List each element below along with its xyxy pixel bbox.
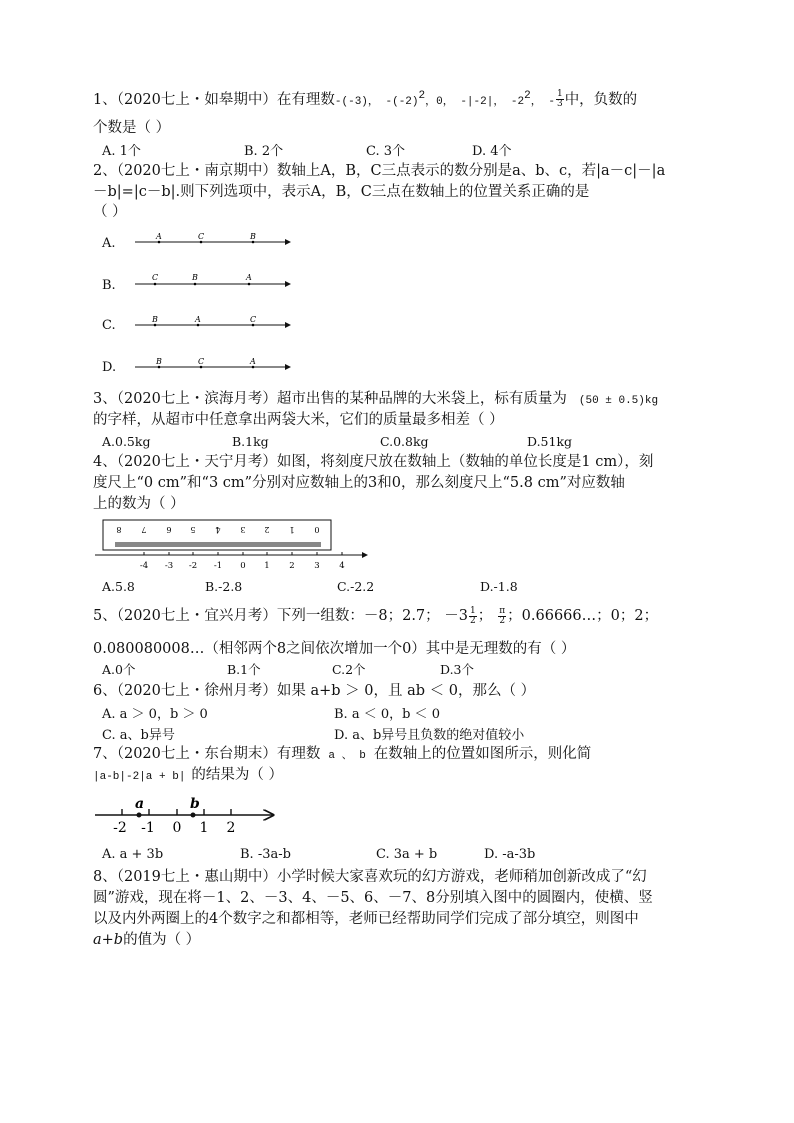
q4-axis-label: 4 bbox=[339, 561, 345, 571]
q4-line2: 度尺上“0 cm”和“3 cm”分别对应数轴上的3和0，那么刻度尺上“5.8 cm”对应数轴 bbox=[93, 475, 625, 491]
q4-line1: 4、（2020七上・天宁月考）如图，将刻度尺放在数轴上（数轴的单位长度是1 cm），刻 bbox=[93, 454, 654, 470]
q2-number-lines bbox=[125, 228, 295, 373]
q7-axis-label: 0 bbox=[172, 820, 182, 836]
q4-axis-label: -1 bbox=[213, 561, 223, 571]
q1-line1 bbox=[93, 86, 637, 112]
q7-number-line bbox=[95, 795, 280, 837]
q5-opt-a: A.0个 bbox=[102, 662, 136, 677]
q3-opt-c: C.0.8kg bbox=[380, 434, 429, 449]
q7-label-b: b bbox=[190, 796, 200, 812]
q7-line2-tail: 的结果为（ ） bbox=[191, 767, 284, 783]
q2-c-p2: A bbox=[195, 315, 201, 324]
q6-opt-c: C. a、b异号 bbox=[102, 728, 175, 743]
q2-b-p2: B bbox=[192, 273, 198, 282]
q7-axis-label: 1 bbox=[199, 820, 209, 836]
q3-mass: (50 ± 0.5)kg bbox=[578, 395, 659, 407]
q2-line-b bbox=[135, 273, 290, 285]
q1-prefix: 1、（2020七上・如皋期中）在有理数 bbox=[93, 91, 335, 108]
q1-opt-b: B. 2个 bbox=[244, 144, 284, 159]
q2-line-a bbox=[135, 232, 290, 243]
q2-d-p3: A bbox=[250, 357, 256, 366]
q7-line2 bbox=[93, 765, 283, 787]
q2-line-c bbox=[135, 315, 290, 326]
q1-opt-a: A. 1个 bbox=[102, 144, 141, 159]
q4-ruler-label: 0 bbox=[314, 525, 320, 534]
q7-expression: |a-b|-2|a + b| bbox=[93, 771, 186, 783]
q1-sup-b: 2 bbox=[524, 90, 531, 102]
q2-opt-d-label: D. bbox=[102, 360, 117, 375]
q2-d-p2: C bbox=[198, 357, 205, 366]
q2-opt-b-label: B. bbox=[102, 278, 116, 293]
q5-pi-fraction bbox=[498, 607, 506, 626]
q4-ruler-label: 3 bbox=[240, 525, 246, 534]
q2-c-p3: C bbox=[250, 315, 257, 324]
q7-vars: a 、 b bbox=[328, 750, 366, 762]
q3-line2: 的字样，从超市中任意拿出两袋大米，它们的质量最多相差（ ） bbox=[93, 412, 504, 428]
q1-frac-num: 1 bbox=[556, 89, 563, 100]
q1-opt-d: D. 4个 bbox=[472, 144, 512, 159]
q1-nums3: ， - bbox=[530, 95, 555, 108]
q8-line3: 以及内外两圈上的4个数字之和都相等，老师已经帮助同学们完成了部分填空，则图中 bbox=[93, 911, 639, 927]
q6-line1: 6、（2020七上・徐州月考）如果 a+b ＞ 0，且 ab ＜ 0，那么（ ） bbox=[93, 683, 536, 699]
q7-point-b bbox=[191, 813, 196, 818]
q2-b-p3: A bbox=[246, 273, 252, 282]
q2-b-p1: C bbox=[152, 273, 159, 282]
q5-mixed-den: 2 bbox=[470, 615, 476, 626]
q5-line1-text: 5、（2020七上・宜兴月考）下列一组数：－8；2.7； －3 bbox=[93, 608, 468, 624]
q2-a-p1: A bbox=[156, 232, 162, 241]
q1-opt-c: C. 3个 bbox=[366, 144, 406, 159]
q4-axis-label: -4 bbox=[139, 561, 149, 571]
q8-line4 bbox=[93, 930, 200, 950]
q7-point-a bbox=[137, 813, 142, 818]
q4-opt-a: A.5.8 bbox=[102, 579, 135, 594]
q4-axis-label: -3 bbox=[164, 561, 174, 571]
q4-axis-label: 1 bbox=[264, 561, 270, 571]
q5-mixed-num: 1 bbox=[470, 605, 476, 616]
q7-axis-label: -1 bbox=[141, 820, 155, 836]
q5-opt-c: C.2个 bbox=[332, 662, 366, 677]
q3-line1-text: 3、（2020七上・滨海月考）超市出售的某种品牌的大米袋上，标有质量为 bbox=[93, 391, 567, 407]
q3-line1 bbox=[93, 389, 658, 411]
q4-opt-b: B.-2.8 bbox=[205, 579, 243, 594]
q2-opt-c-label: C. bbox=[102, 318, 116, 333]
q1-nums: -(-3)， -(-2) bbox=[334, 95, 419, 108]
q4-ruler-label: 7 bbox=[141, 525, 147, 534]
q6-opt-d: D. a、b异号且负数的绝对值较小 bbox=[334, 728, 525, 743]
q4-line3: 上的数为（ ） bbox=[93, 496, 185, 512]
q2-opt-a-label: A. bbox=[102, 236, 116, 251]
q2-line1: 2、（2020七上・南京期中）数轴上A，B，C三点表示的数分别是a、b、c，若|a－c|－|a bbox=[93, 163, 666, 179]
q7-opt-a: A. a + 3b bbox=[102, 847, 164, 862]
q4-axis-label: -2 bbox=[188, 561, 198, 571]
q1-nums2: ，0， -|-2|， -2 bbox=[425, 95, 525, 108]
q4-ruler-label: 5 bbox=[190, 525, 196, 534]
q5-pi-num: π bbox=[499, 605, 506, 616]
q5-opt-b: B.1个 bbox=[227, 662, 261, 677]
q4-ruler-label: 2 bbox=[264, 525, 270, 534]
q7-line1 bbox=[93, 744, 591, 766]
q7-opt-d: D. -a-3b bbox=[484, 847, 536, 862]
q2-line-d bbox=[135, 357, 290, 368]
q1-suffix: 中，负数的 bbox=[564, 91, 638, 108]
q6-opt-a: A. a ＞ 0，b ＞ 0 bbox=[102, 707, 208, 722]
q4-opt-d: D.-1.8 bbox=[480, 579, 518, 594]
q5-pi-den: 2 bbox=[499, 615, 506, 626]
q2-line3: （ ） bbox=[93, 204, 127, 220]
q5-line1 bbox=[93, 606, 658, 626]
q8-line2: 圆”游戏，现在将－1、2、－3、4、－5、6、－7、8分别填入图中的圆圈内，使横、竖 bbox=[93, 890, 653, 906]
q2-d-p1: B bbox=[156, 357, 162, 366]
q5-sep: ； bbox=[477, 608, 493, 624]
q8-expression: a+b bbox=[93, 932, 124, 948]
q2-c-p1: B bbox=[152, 315, 158, 324]
q5-line1-tail: ；0.66666…；0；2； bbox=[507, 608, 659, 624]
q3-opt-d: D.51kg bbox=[527, 434, 573, 449]
q7-opt-b: B. -3a-b bbox=[240, 847, 291, 862]
q4-axis-label: 3 bbox=[314, 561, 320, 571]
q4-opt-c: C.-2.2 bbox=[337, 579, 375, 594]
q7-opt-c: C. 3a + b bbox=[376, 847, 438, 862]
q2-a-p2: C bbox=[198, 232, 205, 241]
q8-line1: 8、（2019七上・惠山期中）小学时候大家喜欢玩的幻方游戏，老师稍加创新改成了“幻 bbox=[93, 869, 647, 885]
q1-line2: 个数是（ ） bbox=[93, 120, 171, 136]
q1-fraction bbox=[556, 90, 564, 109]
q7-axis-label: -2 bbox=[113, 820, 127, 836]
q7-label-a: a bbox=[135, 796, 145, 812]
q6-opt-b: B. a ＜ 0，b ＜ 0 bbox=[334, 707, 440, 722]
q7-line1-text: 7、（2020七上・东台期末）有理数 bbox=[93, 746, 321, 762]
q7-line1-tail: 在数轴上的位置如图所示，则化简 bbox=[373, 746, 592, 762]
q4-ruler-figure bbox=[95, 518, 375, 574]
q4-ruler-label: 1 bbox=[289, 525, 295, 534]
q4-ruler-label: 4 bbox=[215, 525, 221, 534]
q3-opt-a: A.0.5kg bbox=[102, 434, 151, 449]
q4-ruler-label: 6 bbox=[166, 525, 172, 534]
q4-axis-label: 2 bbox=[289, 561, 295, 571]
q1-frac-den: 3 bbox=[556, 99, 563, 110]
q5-mixed-fraction bbox=[469, 607, 477, 626]
q4-axis-label: 0 bbox=[240, 561, 246, 571]
q4-ruler-label: 8 bbox=[116, 525, 122, 534]
q5-opt-d: D.3个 bbox=[440, 662, 475, 677]
q7-axis-label: 2 bbox=[226, 820, 236, 836]
q2-line2: －b|=|c－b|.则下列选项中，表示A，B，C三点在数轴上的位置关系正确的是 bbox=[93, 184, 590, 200]
q4-ruler-scale bbox=[115, 542, 321, 547]
q8-line4-tail: 的值为（ ） bbox=[123, 932, 201, 948]
q5-line2: 0.080080008…（相邻两个8之间依次增加一个0）其中是无理数的有（ ） bbox=[93, 641, 576, 657]
q1-sup-a: 2 bbox=[418, 90, 426, 102]
q3-opt-b: B.1kg bbox=[232, 434, 269, 449]
q2-a-p3: B bbox=[250, 232, 256, 241]
